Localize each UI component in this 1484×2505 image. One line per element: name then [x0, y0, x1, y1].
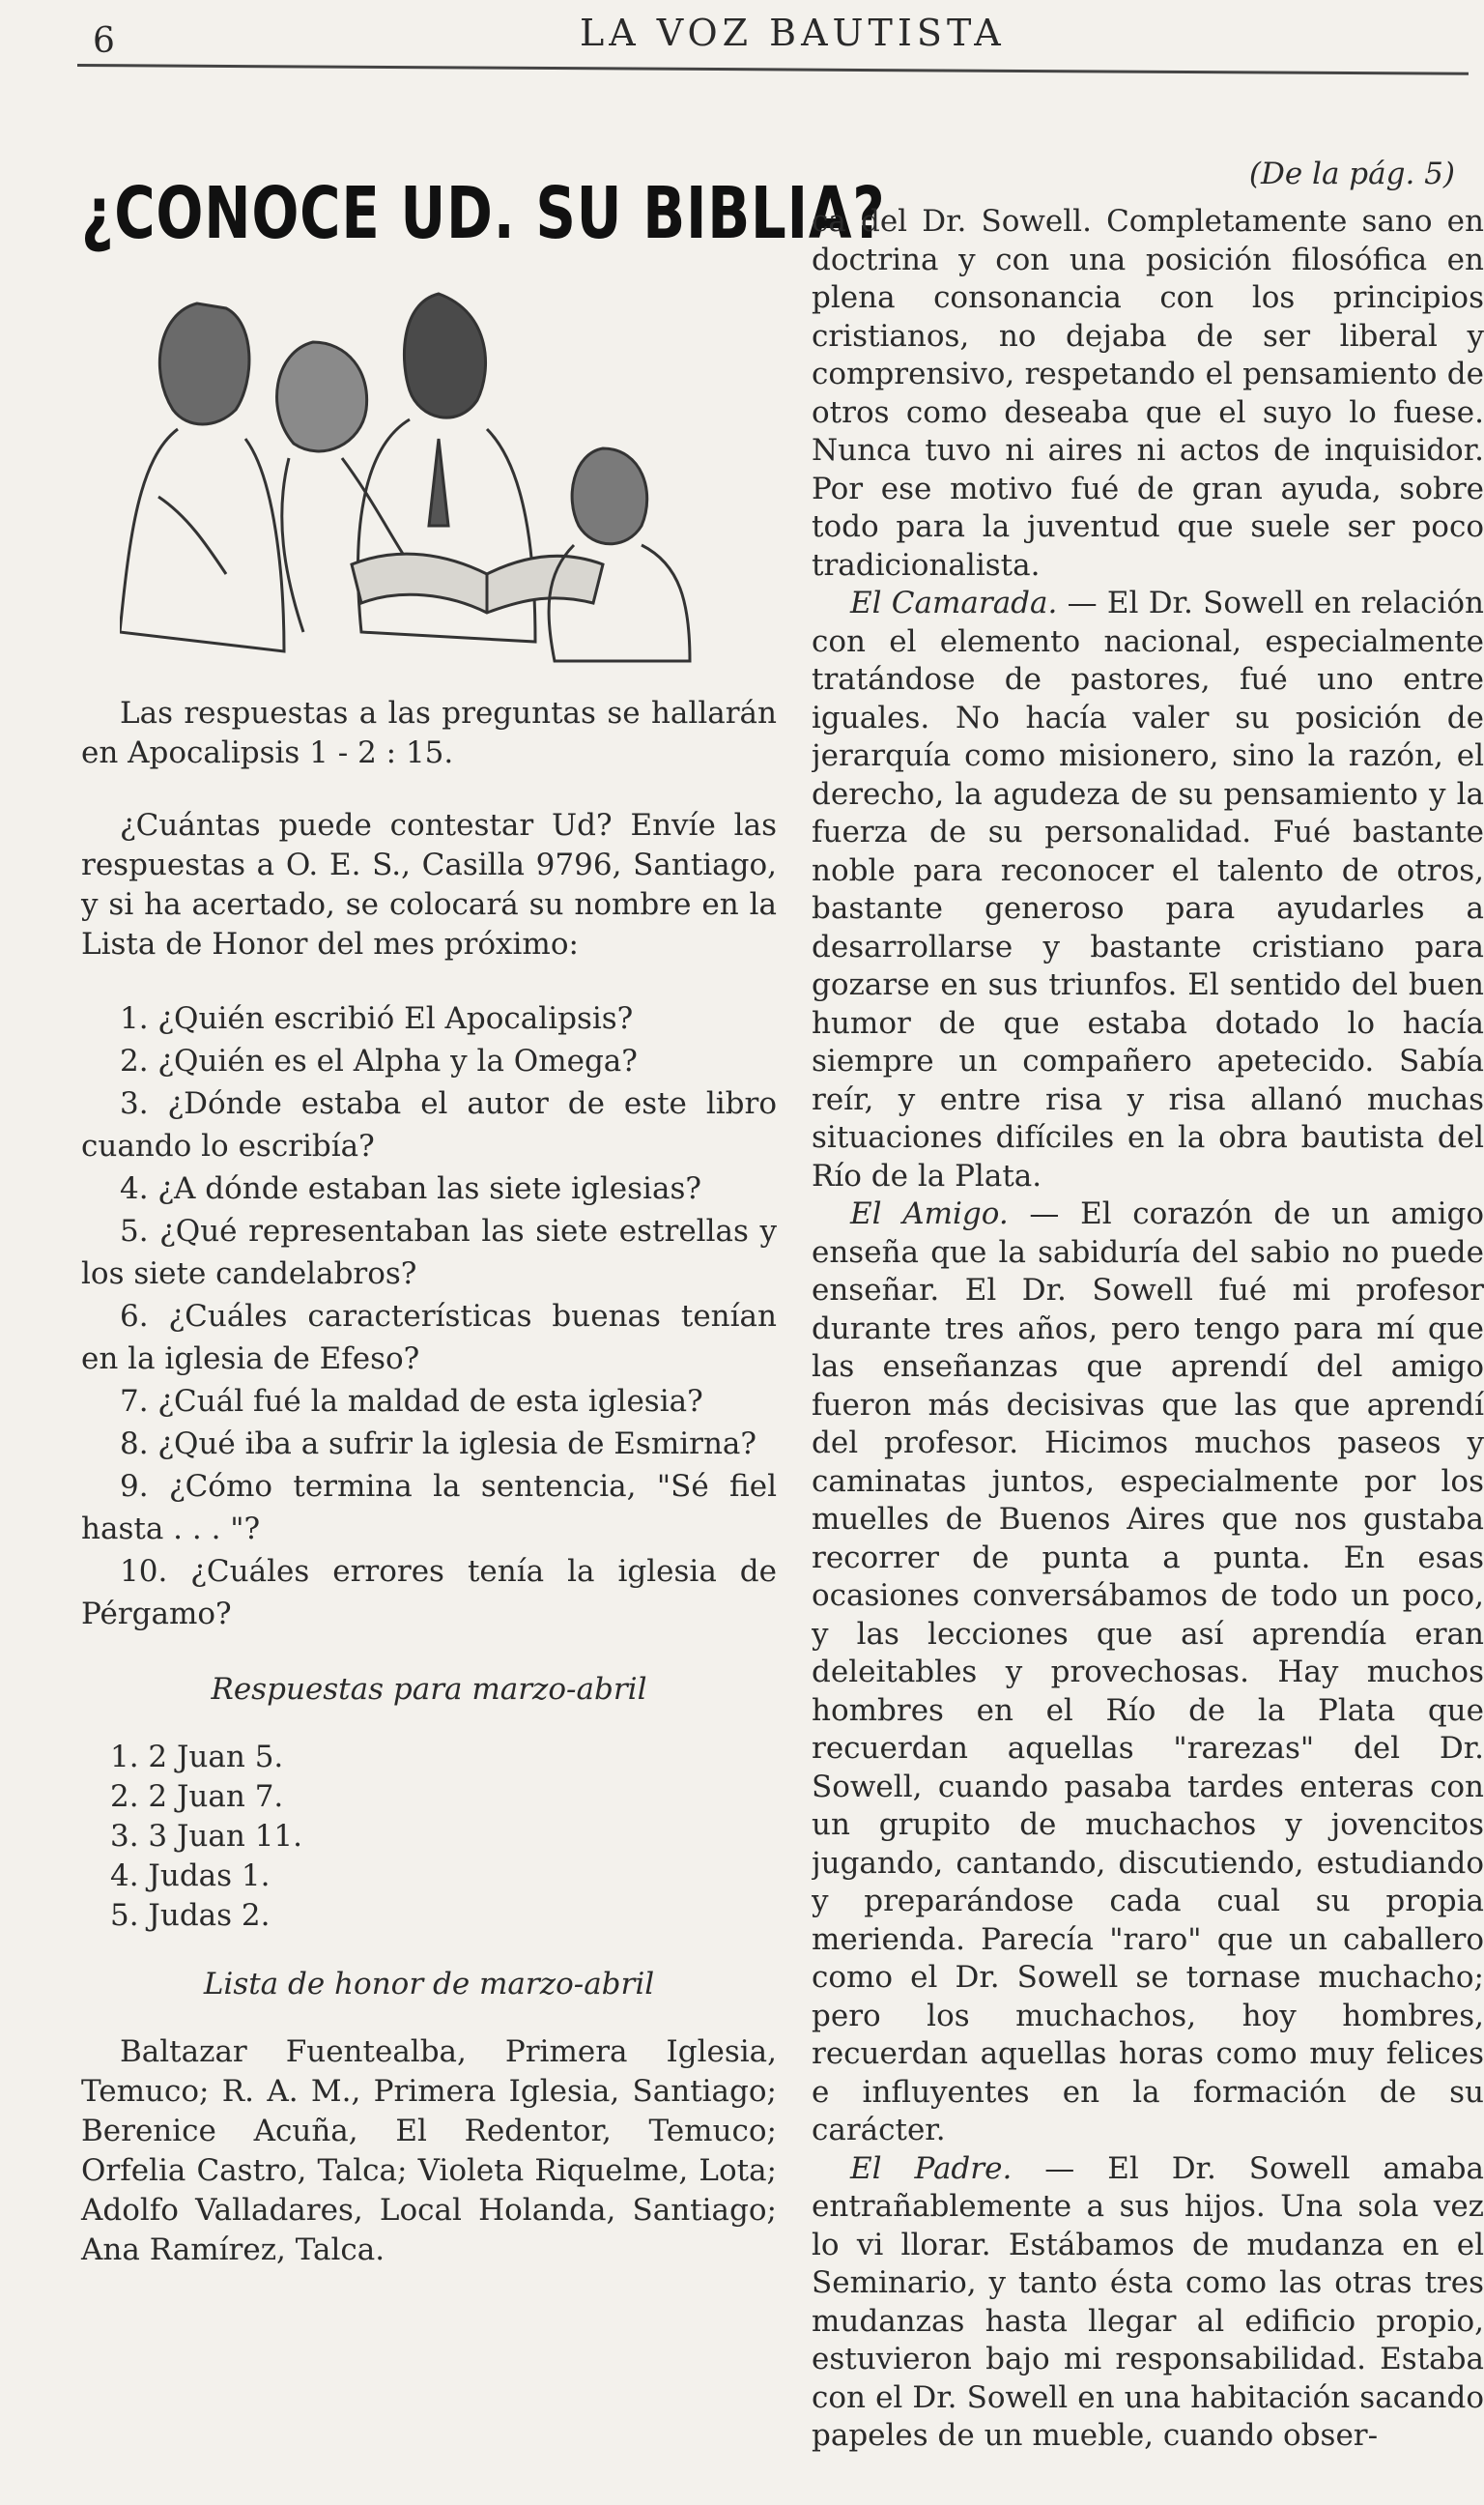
list-item: 4. Judas 1.	[110, 1858, 271, 1893]
page-number: 6	[93, 21, 115, 61]
list-item: 5. Judas 2.	[110, 1898, 271, 1933]
answer-list	[81, 1738, 777, 1936]
article-column	[812, 155, 1484, 2503]
continued-from: (De la pág. 5)	[1248, 157, 1455, 191]
list-item: 8. ¿Qué iba a sufrir la iglesia de Esmirna?	[120, 1426, 757, 1461]
section-title: El Amigo.	[850, 1196, 1009, 1231]
family-bible-illustration	[120, 284, 699, 671]
list-item: 3. ¿Dónde estaba el autor de este libro cuando lo escribía?	[81, 1086, 777, 1164]
honor-heading: Lista de honor de marzo-abril	[203, 1967, 655, 2001]
family-reading-icon	[120, 284, 699, 671]
question-list	[81, 997, 777, 1635]
article-section-amigo	[812, 1195, 1484, 2150]
list-item: 1. ¿Quién escribió El Apocalipsis?	[120, 1001, 634, 1036]
list-item: 4. ¿A dónde estaban las siete iglesias?	[120, 1171, 701, 1206]
section-text: — El corazón de un amigo enseña que la sabiduría del sabio no puede enseñar. El Dr. Sowell fué mi profesor durante tres años, pero tengo para mí que las enseñanzas que aprendí del amigo fueron más decisivas que las que aprendí del profesor. Hicimos muchos paseos y caminatas juntos, especialmente por los muelles de Buenos Aires que nos gustaba recorrer de punta a punta. En esas ocasiones conversábamos de todo un poco, y las lecciones que así aprendía eran deleitables y provechosas. Hay muchos hombres en el Río de la Plata que recuerdan aquellas "rarezas" del Dr. Sowell, cuando pasaba tardes enteras con un grupito de muchachos y jovencitos jugando, cantando, discutiendo, estudiando y preparándose cada cual su propia merienda. Parecía "raro" que un caballero como el Dr. Sowell se tornase muchacho; pero los muchachos, hoy hombres, recuerdan aquellas horas como muy felices e influyentes en la formación de su carácter.	[812, 1196, 1484, 2147]
article-paragraph: ca del Dr. Sowell. Completamente sano en doctrina y con una posición filosófica en plena consonancia con los principios cristianos, no dejaba de ser liberal y comprensivo, respetando el pensamiento de otros como deseaba que el suyo lo fuese. Nunca tuvo ni aires ni actos de inquisidor. Por ese motivo fué de gran ayuda, sobre todo para la juventud que suele ser poco tradicionalista.	[812, 204, 1484, 583]
list-item: 5. ¿Qué representaban las siete estrellas y los siete candelabros?	[81, 1214, 777, 1291]
list-item: 2. ¿Quién es el Alpha y la Omega?	[120, 1044, 638, 1079]
section-text: — El Dr. Sowell amaba entrañablemente a sus hijos. Una sola vez lo vi llorar. Estábamos de mudanza en el Seminario, y tanto ésta como las otras tres mudanzas hasta llegar al edificio propio, estuvieron bajo mi responsabilidad. Estaba con el Dr. Sowell en una habitación sacando papeles de un mueble, cuando obser-	[812, 2150, 1484, 2453]
header-rule	[77, 64, 1469, 75]
list-item: 10. ¿Cuáles errores tenía la iglesia de Pérgamo?	[81, 1554, 777, 1631]
section-title: El Camarada.	[850, 586, 1058, 620]
list-item: 3. 3 Juan 11.	[110, 1819, 303, 1854]
section-title: El Padre.	[850, 2150, 1013, 2186]
section-text: — El Dr. Sowell en relación con el elemento nacional, especialmente tratándose de pastores, fué uno entre iguales. No hacía valer su posición de jerarquía como misionero, sino la razón, el derecho, la agudeza de su pensamiento y la fuerza de su personalidad. Fué bastante noble para reconocer el talento de otros, bastante generoso para ayudarles a desarrollarse y bastante cristiano para gozarse en sus triunfos. El sentido del buen humor de que estaba dotado lo hacía siempre un compañero apetecido. Sabía reír, y entre risa y risa allanó muchas situaciones difíciles en la obra bautista del Río de la Plata.	[812, 586, 1484, 1194]
page-header	[0, 0, 1484, 106]
answers-heading: Respuestas para marzo-abril	[211, 1672, 647, 1707]
quiz-column	[81, 145, 886, 2464]
publication-title: LA VOZ BAUTISTA	[580, 12, 1006, 54]
list-item: 2. 2 Juan 7.	[110, 1779, 284, 1814]
list-item: 7. ¿Cuál fué la maldad de esta iglesia?	[120, 1384, 703, 1419]
list-item: 6. ¿Cuáles características buenas tenían en la iglesia de Efeso?	[81, 1299, 777, 1376]
quiz-title: ¿CONOCE UD. SU BIBLIA?	[81, 172, 886, 255]
honor-list: Baltazar Fuentealba, Primera Iglesia, Temuco; R. A. M., Primera Iglesia, Santiago; Berenice Acuña, El Redentor, Temuco; Orfelia Castro, Talca; Violeta Riquelme, Lota; Adolfo Valladares, Local Holanda, Santiago; Ana Ramírez, Talca.	[81, 2034, 777, 2267]
quiz-intro: Las respuestas a las preguntas se hallarán en Apocalipsis 1 - 2 : 15.	[81, 696, 777, 770]
list-item: 9. ¿Cómo termina la sentencia, "Sé fiel hasta . . . "?	[81, 1469, 777, 1546]
article-section-padre	[812, 2150, 1484, 2456]
quiz-instructions: ¿Cuántas puede contestar Ud? Envíe las respuestas a O. E. S., Casilla 9796, Santiago, y si ha acertado, se colocará su nombre en la Lista de Honor del mes próximo:	[81, 808, 777, 962]
list-item: 1. 2 Juan 5.	[110, 1740, 284, 1774]
article-section-camarada	[812, 585, 1484, 1195]
